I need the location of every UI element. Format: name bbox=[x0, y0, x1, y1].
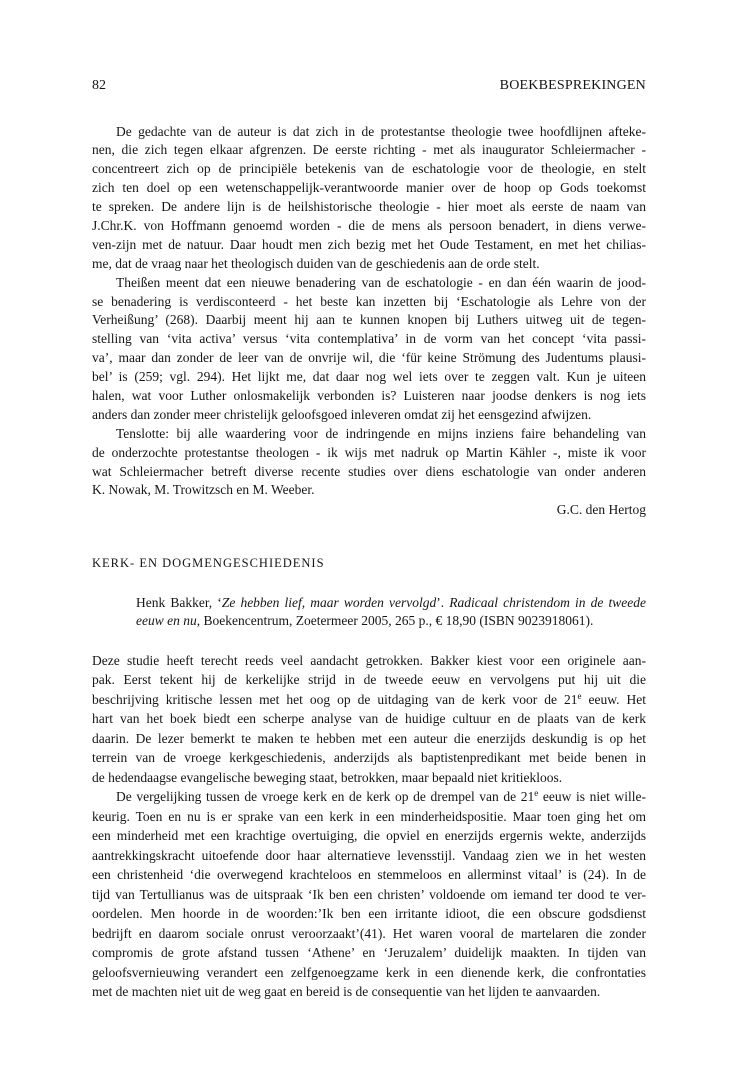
section-heading: KERK- EN DOGMENGESCHIEDENIS bbox=[92, 556, 325, 570]
line-text: Deze studie heeft terecht reeds veel aandacht getrokken. Bakker kiest voor een originele aan- bbox=[92, 652, 646, 668]
citation-subtitle-end: eeuw en nu bbox=[136, 613, 197, 628]
running-head: BOEKBESPREKINGEN bbox=[499, 78, 646, 93]
text-line bbox=[92, 690, 646, 710]
citation-separator: ’. bbox=[436, 594, 450, 610]
citation-subtitle: Radicaal christendom in de tweede bbox=[449, 594, 646, 610]
text-line bbox=[92, 141, 646, 160]
citation-details: , Boekencentrum, Zoetermeer 2005, 265 p., € 18,90 (ISBN 9023918061). bbox=[196, 613, 594, 628]
text-line bbox=[92, 198, 646, 217]
text-line bbox=[92, 293, 646, 312]
review-paragraph bbox=[92, 651, 646, 788]
citation-line bbox=[136, 612, 646, 631]
citation-author: Henk Bakker, ‘ bbox=[136, 594, 222, 610]
line-text-part: beschrijving kritische lessen met het oog op de uitdaging van de kerk voor de 21 bbox=[92, 691, 578, 707]
text-line bbox=[92, 387, 646, 406]
text-line bbox=[92, 406, 646, 425]
line-text: tijd van Tertullianus was de uitspraak ‘Ik ben een christen’ voldoende om iemand ter dood te ver- bbox=[92, 886, 646, 902]
text-line bbox=[92, 982, 646, 1002]
text-line bbox=[92, 236, 646, 255]
line-text: met de machten niet uit de weg gaat en bereid is de consequentie van het lijden te aanvaarden. bbox=[92, 984, 601, 999]
review-paragraph bbox=[92, 123, 646, 274]
line-text bbox=[136, 612, 593, 631]
text-line bbox=[92, 729, 646, 749]
line-text-part: eeuw. Het bbox=[581, 691, 646, 707]
line-text: te spreken. De andere lijn is de heilshistorische theologie - hier moet als eerste de naam van bbox=[92, 199, 646, 215]
text-line bbox=[92, 463, 646, 482]
line-text: J.Chr.K. von Hoffmann genoemd worden - die de mens als persoon benadert, in diens verwe- bbox=[92, 217, 646, 233]
line-text: Tenslotte: bij alle waardering voor de indringende en mijns inziens faire behandeling van bbox=[116, 425, 646, 441]
line-text: va’, maar dan zonder de leer van de onvrije wil, die ‘für keine Strömung des Judentums plausi- bbox=[92, 350, 646, 366]
line-text: zich ten doel op een wetenschappelijk-verantwoorde manier over de hoop op Gods toekomst bbox=[92, 180, 646, 196]
text-line bbox=[116, 787, 646, 807]
text-line bbox=[92, 444, 646, 463]
line-text: pak. Eerst tekent hij de kerkelijke strijd in de tweede eeuw en vervolgens put hij uit die bbox=[92, 672, 646, 687]
line-text: anders dan zonder meer christelijk geloofsgoed inleveren omdat zij het eensgezind afwijzen. bbox=[92, 406, 592, 422]
ordinal-superscript: e bbox=[534, 788, 539, 798]
line-text: nen, die zich tegen elkaar afgrenzen. De eerste richting - met als inaugurator Schleiermacher - bbox=[92, 142, 646, 158]
line-text bbox=[136, 594, 646, 613]
line-text bbox=[92, 690, 646, 710]
line-text bbox=[116, 787, 646, 807]
text-line bbox=[92, 748, 646, 768]
text-line bbox=[92, 160, 646, 179]
line-text: Theißen meent dat een nieuwe benadering van de eschatologie - en dan één waarin de jood- bbox=[116, 274, 646, 290]
text-line bbox=[92, 481, 646, 500]
line-text: een christenheid ‘die overwegend krachteloos en stemmeloos en allerminst vitaal’ is (24). In de bbox=[92, 867, 646, 882]
citation-line bbox=[136, 594, 646, 613]
text-line bbox=[92, 846, 646, 866]
book-citation bbox=[136, 594, 646, 631]
text-line bbox=[92, 651, 646, 671]
text-line bbox=[92, 330, 646, 349]
citation-title: Ze hebben lief, maar worden vervolgd bbox=[221, 594, 437, 610]
review-paragraph bbox=[92, 787, 646, 1002]
text-line bbox=[92, 885, 646, 905]
line-text: de hedendaagse evangelische beweging staat, betrokken, maar bepaald niet kritiekloos. bbox=[92, 769, 563, 785]
line-text: K. Nowak, M. Trowitzsch en M. Weeber. bbox=[92, 482, 315, 498]
line-text: terrein van de vroege kerkgeschiedenis, anderzijds als baptistenpredikant met beide benen in bbox=[92, 750, 646, 765]
line-text: een minderheid met een krachtige overtuiging, die opviel en enerzijds ergernis wekte, anderzijds bbox=[92, 828, 646, 843]
text-line bbox=[116, 274, 646, 293]
line-text: de onderzochte protestantse theologen - ik wijs met nadruk op Martin Kähler -, miste ik voor bbox=[92, 444, 646, 460]
text-line bbox=[92, 179, 646, 198]
line-text-part: eeuw is niet wille- bbox=[538, 789, 646, 804]
text-line bbox=[92, 963, 646, 983]
line-text: daarin. De lezer bemerkt te maken te hebben met een auteur die enerzijds deskundig is op het bbox=[92, 730, 646, 746]
text-line bbox=[116, 425, 646, 444]
text-line bbox=[92, 349, 646, 368]
text-line bbox=[92, 768, 646, 788]
text-line bbox=[116, 123, 646, 142]
text-line bbox=[92, 217, 646, 236]
review-paragraph bbox=[92, 425, 646, 501]
line-text: se benadering is verdisconteerd - het beste kan inzetten bij ‘Eschatologie als Lehre von der bbox=[92, 293, 646, 309]
text-line bbox=[92, 924, 646, 944]
line-text: ven-zijn met de natuur. Daar houdt men zich bezig met het Oude Testament, en met het chilias- bbox=[92, 236, 646, 252]
line-text: bedrijft en daarom sociale onrust veroorzaakt’(41). Het waren vooral de martelaren die zonder bbox=[92, 925, 646, 941]
line-text: me, dat de vraag naar het theologisch duiden van de geschiedenis aan de orde stelt. bbox=[92, 255, 540, 271]
text-line bbox=[92, 807, 646, 827]
review-paragraph bbox=[92, 274, 646, 425]
review-2-body bbox=[92, 651, 646, 1002]
line-text: hart van het boek biedt een scherpe analyse van de huidige cultuur en de plaats van de kerk bbox=[92, 711, 646, 726]
reviewer-signature: G.C. den Hertog bbox=[556, 502, 646, 517]
text-line bbox=[92, 943, 646, 963]
page-number: 82 bbox=[92, 78, 106, 93]
text-line bbox=[92, 709, 646, 729]
line-text: keurig. Toen en nu is er sprake van een kerk in een minderheidspositie. Maar toen ging het om bbox=[92, 808, 646, 824]
text-line bbox=[92, 311, 646, 330]
line-text: concentreert zich op de principiële betekenis van de eschatologie voor de theologie, en stelt bbox=[92, 161, 646, 177]
line-text: stelling van ‘vita activa’ versus ‘vita contemplativa’ in de vorm van het concept ‘vita passi- bbox=[92, 331, 646, 347]
line-text: geloofsvernieuwing verandert een zelfgenoegzame kerk in een dienende kerk, die confrontaties bbox=[92, 964, 646, 980]
text-line bbox=[92, 255, 646, 274]
line-text: De gedachte van de auteur is dat zich in de protestantse theologie twee hoofdlijnen afteke- bbox=[116, 123, 646, 139]
line-text: bel’ is (259; vgl. 294). Het lijkt me, dat daar nog wel iets over te zeggen valt. Kun je uiteen bbox=[92, 369, 646, 385]
line-text: aantrekkingskracht uitoefende door haar alternatieve levensstijl. Vandaag zien we in het westen bbox=[92, 847, 646, 863]
review-1-body bbox=[92, 123, 646, 501]
line-text: compromis de grote afstand tussen ‘Athene’ en ‘Jeruzalem’ duidelijk maakten. In tijden van bbox=[92, 945, 646, 960]
line-text: halen, wat voor Luther onlosmakelijk verbonden is? Luisteren naar joodse denkers is nog iets bbox=[92, 387, 646, 403]
line-text-part: De vergelijking tussen de vroege kerk en de kerk op de drempel van de 21 bbox=[116, 789, 535, 804]
ordinal-superscript: e bbox=[577, 690, 582, 701]
line-text: Verheißung’ (268). Daarbij meent hij aan te kunnen knopen bij Luthers uitweg uit de tegen- bbox=[92, 312, 646, 328]
line-text: oordelen. Men hoorde in de woorden:’Ik ben een irritante idioot, die een obscure godsdienst bbox=[92, 906, 646, 921]
text-line bbox=[92, 865, 646, 885]
text-line bbox=[92, 670, 646, 690]
text-line bbox=[92, 904, 646, 924]
line-text: wat Schleiermacher betreft diverse recente studies over diens eschatologie van onder anderen bbox=[92, 463, 646, 479]
text-line bbox=[92, 826, 646, 846]
text-line bbox=[92, 368, 646, 387]
